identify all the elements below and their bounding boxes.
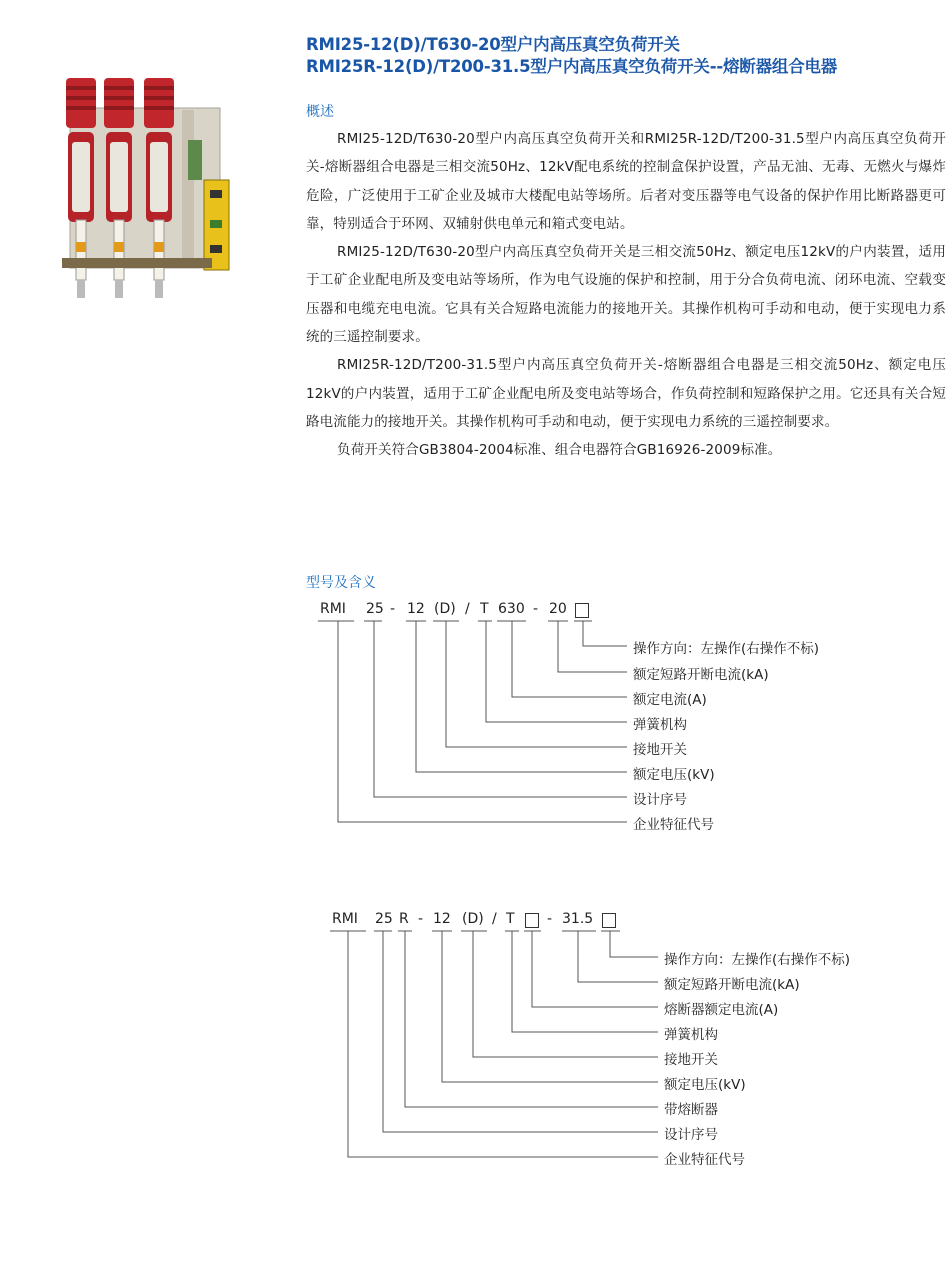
code2-legend-with-fuse: 带熔断器	[664, 1102, 718, 1118]
code1-legend-earthing-switch: 接地开关	[633, 742, 687, 758]
code2-legend-rated-voltage: 额定电压(kV)	[664, 1077, 746, 1093]
code2-part-rmi: RMI	[332, 911, 358, 927]
code2-part-slash: /	[492, 911, 497, 927]
code1-legend-design-number: 设计序号	[633, 792, 687, 808]
model-code-1	[0, 601, 950, 621]
code1-part-breaking: 20	[549, 601, 567, 617]
code2-part-spring: T	[506, 911, 515, 927]
code1-part-spring: T	[480, 601, 489, 617]
code2-legend-earthing-switch: 接地开关	[664, 1052, 718, 1068]
overview-paragraph-1: RMI25-12D/T630-20型户内高压真空负荷开关和RMI25R-12D/T200-31.5型户内高压真空负荷开关-熔断器组合电器是三相交流50Hz、12kV配电系统的控制盒保护设置，产品无油、无毒、无燃火与爆炸危险，广泛使用于工矿企业及城市大楼配电站等场所。后者对变压器等电气设备的保护作用比断路器更可靠，特别适合于环网、双辅射供电单元和箱式变电站。	[306, 131, 946, 232]
code2-part-dash-1: -	[418, 911, 424, 927]
code2-legend-fuse-current: 熔断器额定电流(A)	[664, 1002, 779, 1018]
overview-paragraph-4: 负荷开关符合GB3804-2004标准、组合电器符合GB16926-2009标准。	[337, 442, 782, 459]
code2-part-fuse: R	[399, 911, 409, 927]
code1-legend-rated-current: 额定电流(A)	[633, 692, 707, 708]
code1-legend-breaking-current: 额定短路开断电流(kA)	[633, 667, 769, 683]
code2-part-breaking: 31.5	[562, 911, 594, 927]
code1-part-series: 25	[366, 601, 384, 617]
title-line-2: RMI25R-12(D)/T200-31.5型户内高压真空负荷开关--熔断器组合电器	[306, 57, 838, 76]
code2-legend-design-number: 设计序号	[664, 1127, 718, 1143]
code2-legend-direction: 操作方向：左操作(右操作不标)	[664, 952, 851, 968]
code1-legend-spring-mechanism: 弹簧机构	[633, 717, 687, 733]
code2-legend-company-code: 企业特征代号	[664, 1152, 745, 1168]
code1-legend-company-code: 企业特征代号	[633, 817, 714, 833]
model-code-2	[0, 911, 950, 931]
code2-part-dash-2: -	[547, 911, 553, 927]
code2-legend-spring-mechanism: 弹簧机构	[664, 1027, 718, 1043]
code2-part-series: 25	[375, 911, 393, 927]
model-heading: 型号及含义	[306, 575, 376, 591]
code2-part-earth: (D)	[462, 911, 484, 927]
code1-part-dash-1: -	[390, 601, 396, 617]
overview-paragraph-2: RMI25-12D/T630-20型户内高压真空负荷开关是三相交流50Hz、额定电压12kV的户内装置，适用于工矿企业配电所及变电站等场所，作为电气设施的保护和控制，用于分合负荷电流、闭环电流、空载变压器和电缆充电电流。它具有关合短路电流能力的接地开关。其操作机构可手动和电动，便于实现电力系统的三遥控制要求。	[306, 244, 946, 346]
title-line-1: RMI25-12(D)/T630-20型户内高压真空负荷开关	[306, 35, 680, 54]
code2-part-voltage: 12	[433, 911, 451, 927]
code1-part-voltage: 12	[407, 601, 425, 617]
code1-part-dash-2: -	[533, 601, 539, 617]
code1-legend-rated-voltage: 额定电压(kV)	[633, 767, 715, 783]
code1-part-slash: /	[465, 601, 470, 617]
overview-heading: 概述	[306, 104, 334, 120]
code1-legend-direction: 操作方向：左操作(右操作不标)	[633, 641, 820, 657]
code1-part-earth: (D)	[434, 601, 456, 617]
code1-part-rmi: RMI	[320, 601, 346, 617]
code1-direction-box	[575, 603, 589, 618]
code2-fuse-current-box	[525, 913, 539, 928]
overview-paragraph-3: RMI25R-12D/T200-31.5型户内高压真空负荷开关-熔断器组合电器是三相交流50Hz、额定电压12kV的户内装置，适用于工矿企业配电所及变电站等场合，作负荷控制和短路保护之用。它还具有关合短路电流能力的接地开关。其操作机构可手动和电动，便于实现电力系统的三遥控制要求。	[306, 357, 946, 430]
code2-legend-breaking-current: 额定短路开断电流(kA)	[664, 977, 800, 993]
code1-part-current: 630	[498, 601, 525, 617]
code2-direction-box	[602, 913, 616, 928]
